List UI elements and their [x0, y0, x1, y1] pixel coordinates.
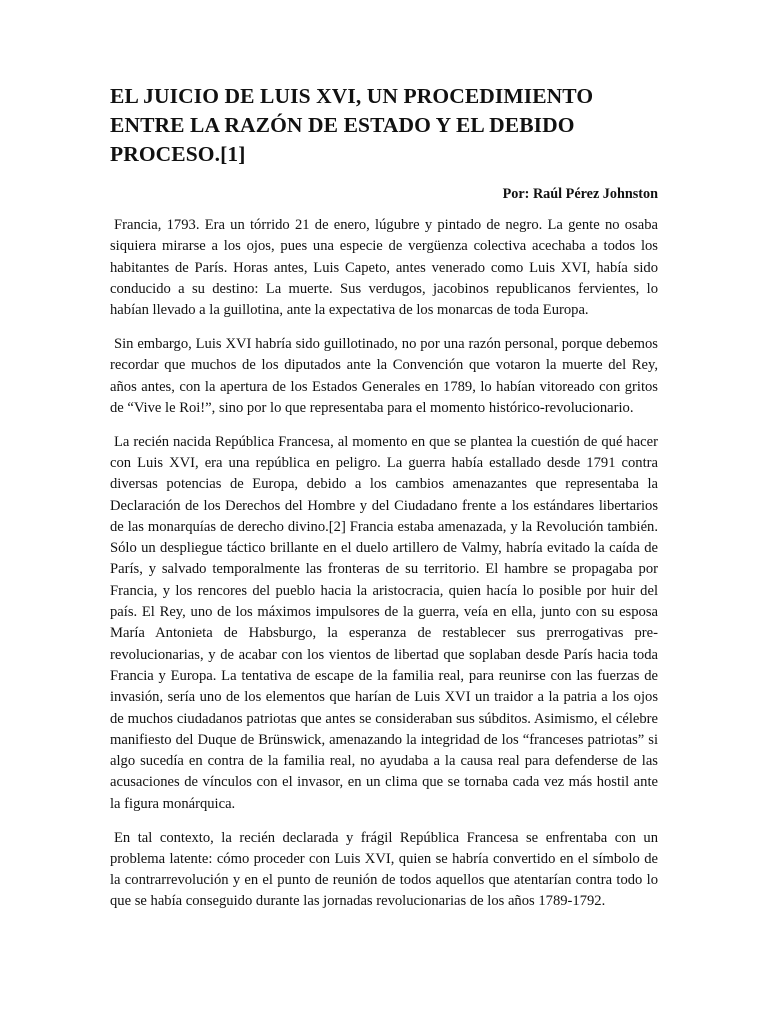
paragraph-4: En tal contexto, la recién declarada y frágil República Francesa se enfrentaba con un problema latente: cómo proceder con Luis XVI, quien se habría convertido en el símbolo de la contrarrevolución y en el punto de reunión de todos aquellos que atentarían contra todo lo que se había conseguido durante las jornadas revolucionarias de los años 1789-1792. [110, 829, 658, 910]
document-title: EL JUICIO DE LUIS XVI, UN PROCEDIMIENTO ENTRE LA RAZÓN DE ESTADO Y EL DEBIDO PROCESO.[1] [110, 84, 594, 166]
paragraph-1: Francia, 1793. Era un tórrido 21 de enero, lúgubre y pintado de negro. La gente no osaba siquiera mirarse a los ojos, pues una especie de vergüenza colectiva acechaba a todos los habitantes de París. Horas antes, Luis Capeto, antes venerado como Luis XVI, había sido conducido a su destino: La muerte. Sus verdugos, jacobinos republicanos fervientes, lo habían llevado a la guillotina, ante la expectativa de los monarcas de toda Europa. [110, 217, 658, 319]
document-page [110, 82, 658, 925]
paragraph-2: Sin embargo, Luis XVI habría sido guillotinado, no por una razón personal, porque debemos recordar que muchos de los diputados ante la Convención que votaron la muerte del Rey, años antes, con la apertura de los Estados Generales en 1789, lo habían vitoreado con gritos de “Vive le Roi!”, sino por lo que representaba para el momento histórico-revolucionario. [110, 335, 658, 416]
author-byline: Por: Raúl Pérez Johnston [502, 186, 658, 202]
paragraph-3: La recién nacida República Francesa, al momento en que se plantea la cuestión de qué hacer con Luis XVI, era una república en peligro. La guerra había estallado desde 1791 contra diversas potencias de Europa, debido a los cambios amenazantes que representaba la Declaración de los Derechos del Hombre y del Ciudadano frente a los estándares libertarios de las monarquías de derecho divino.[2] Francia estaba amenazada, y la Revolución también. Sólo un despliegue táctico brillante en el duelo artillero de Valmy, habría evitado la caída de París, y salvado temporalmente las fronteras de su territorio. El hambre se propagaba por Francia, y los rencores del pueblo hacia la aristocracia, quien hacía lo posible por huir del país. El Rey, uno de los máximos impulsores de la guerra, veía en ella, junto con su esposa María Antonieta de Habsburgo, la esperanza de restablecer sus prerrogativas pre-revolucionarias, y de acabar con los vientos de libertad que soplaban desde París hacia toda Francia y Europa. La tentativa de escape de la familia real, para reunirse con las fuerzas de invasión, sería uno de los elementos que harían de Luis XVI un traidor a la patria a los ojos de muchos ciudadanos patriotas que antes se consideraban sus súbditos. Asimismo, el célebre manifiesto del Duque de Brünswick, amenazando la integridad de los “franceses patriotas” si algo sucedía en contra de la familia real, no ayudaba a la causa real para defenderse de las acusaciones de vínculos con el invasor, en un clima que se tornaba cada vez más hostil ante la figura monárquica. [110, 433, 658, 812]
